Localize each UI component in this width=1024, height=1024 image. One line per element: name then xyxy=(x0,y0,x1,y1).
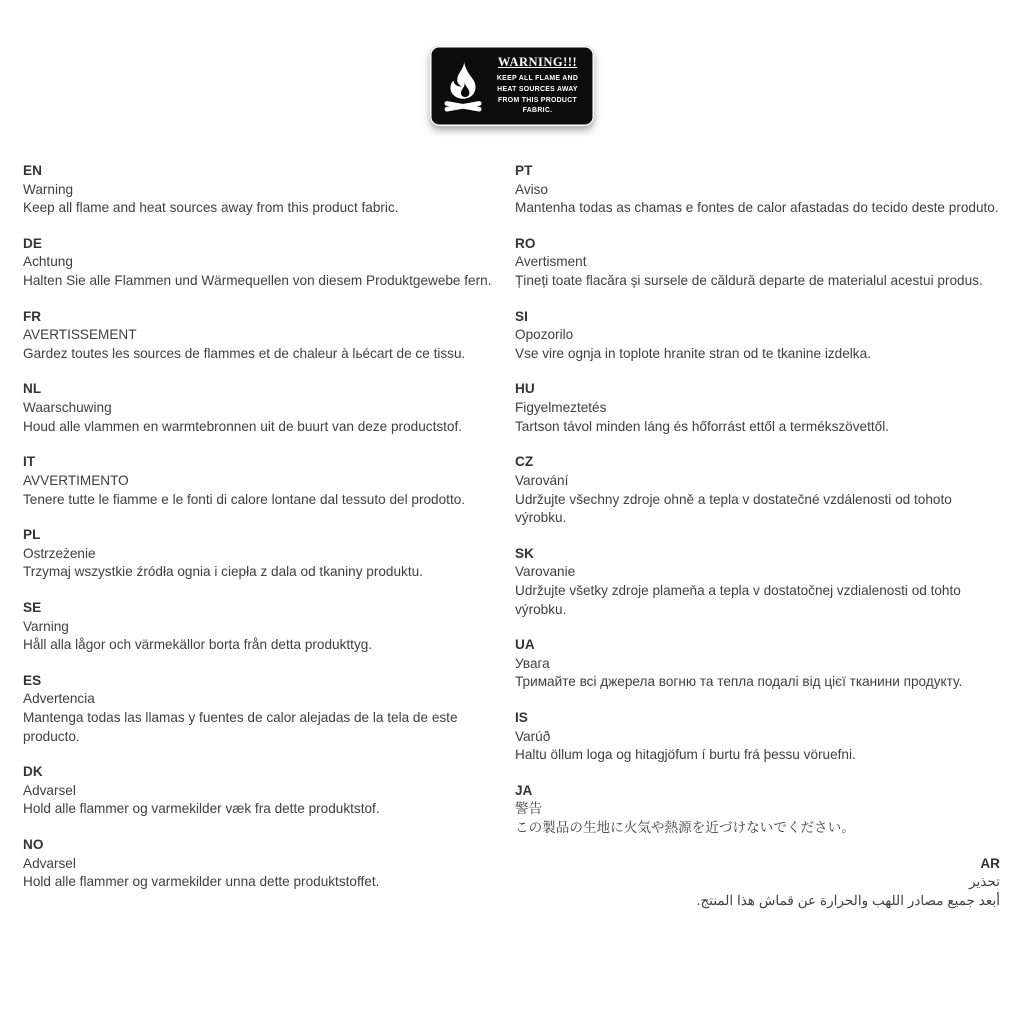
language-code: DE xyxy=(23,235,42,251)
language-body: この製品の生地に火気や熱源を近づけないでください。 xyxy=(515,820,855,836)
language-heading: Varovanie xyxy=(515,564,576,580)
language-body: Udržujte všechny zdroje ohně a tepla v dostatečné vzdálenosti od tohoto výrobku. xyxy=(515,491,952,526)
badge-title: WARNING!!! xyxy=(497,55,578,70)
language-body: Håll alla lågor och värmekällor borta från detta produkttyg. xyxy=(23,637,373,653)
language-body: Haltu öllum loga og hitagjöfum í burtu frá þessu vöruefni. xyxy=(515,747,856,763)
language-heading: Увага xyxy=(515,655,550,671)
language-entry-cz xyxy=(515,453,1000,527)
language-heading: Avertisment xyxy=(515,254,587,270)
language-entry-es xyxy=(23,672,515,746)
language-heading: AVERTISSEMENT xyxy=(23,327,137,343)
language-entry-is xyxy=(515,709,1000,765)
language-code: IT xyxy=(23,454,36,470)
language-entry-nl xyxy=(23,380,515,436)
language-heading: Advarsel xyxy=(23,782,76,798)
language-entry-pl xyxy=(23,526,515,582)
language-body: Hold alle flammer og varmekilder væk fra dette produktstof. xyxy=(23,801,380,817)
language-entry-fr xyxy=(23,308,515,364)
language-heading: Warning xyxy=(23,181,74,197)
language-code: SE xyxy=(23,599,42,615)
language-heading: Varúð xyxy=(515,728,551,744)
language-entry-pt xyxy=(515,162,1000,218)
language-code: IS xyxy=(515,710,528,726)
language-code: EN xyxy=(23,163,42,178)
language-entry-ua xyxy=(515,636,1000,692)
language-entry-dk xyxy=(23,763,515,819)
language-heading: Advertencia xyxy=(23,691,95,707)
language-entry-en xyxy=(23,162,515,218)
language-code: JA xyxy=(515,782,533,798)
language-code: NO xyxy=(23,837,44,853)
language-body: Udržujte všetky zdroje plameňa a tepla v dostatočnej vzdialenosti od tohto výrobku. xyxy=(515,582,961,617)
language-code: NL xyxy=(23,381,42,397)
language-body: Tenere tutte le fiamme e le fonti di calore lontane dal tessuto del prodotto. xyxy=(23,491,466,507)
language-heading: Varning xyxy=(23,618,69,634)
language-entry-si xyxy=(515,308,1000,364)
language-body: Tartson távol minden láng és hőforrást ettől a termékszövettől. xyxy=(515,418,890,434)
language-code: SK xyxy=(515,545,534,561)
language-code: SI xyxy=(515,308,528,324)
language-entry-hu xyxy=(515,380,1000,436)
language-entry-ja xyxy=(515,782,1000,838)
language-entry-it xyxy=(23,453,515,509)
language-heading: AVVERTIMENTO xyxy=(23,472,129,488)
warning-badge xyxy=(430,46,594,126)
language-body: Hold alle flammer og varmekilder unna dette produktstoffet. xyxy=(23,874,380,890)
language-code: CZ xyxy=(515,454,534,470)
language-code: RO xyxy=(515,235,536,251)
campfire-flame-icon xyxy=(436,55,490,117)
badge-text-block xyxy=(490,55,586,117)
language-heading: Waarschuwing xyxy=(23,400,112,416)
left-column xyxy=(23,162,515,928)
language-heading: Advarsel xyxy=(23,855,76,871)
language-code: UA xyxy=(515,637,535,653)
language-heading: Varování xyxy=(515,472,569,488)
language-code: DK xyxy=(23,764,43,780)
language-code: FR xyxy=(23,308,42,324)
badge-subtitle-line-4: FABRIC. xyxy=(522,107,553,115)
language-code: PT xyxy=(515,163,533,178)
language-heading: Ostrzeżenie xyxy=(23,545,96,561)
language-heading: Opozorilo xyxy=(515,327,574,343)
language-heading: Aviso xyxy=(515,181,548,197)
language-body: Halten Sie alle Flammen und Wärmequellen von diesem Produktgewebe fern. xyxy=(23,273,492,289)
language-entry-ro xyxy=(515,235,1000,291)
language-code: AR xyxy=(980,855,1000,871)
language-heading: Achtung xyxy=(23,254,73,270)
language-body: Тримайте всі джерела вогню та тепла подалі від цієї тканини продукту. xyxy=(515,674,963,690)
language-code: ES xyxy=(23,672,42,688)
right-column xyxy=(515,162,1000,928)
language-heading: 警告 xyxy=(515,801,543,817)
language-heading: تحذير xyxy=(969,874,1000,890)
badge-subtitle-line-3: FROM THIS PRODUCT xyxy=(498,96,577,104)
badge-subtitle-line-1: KEEP ALL FLAME AND xyxy=(496,75,579,83)
language-body: Mantenga todas las llamas y fuentes de calor alejadas de la tela de este producto. xyxy=(23,710,458,744)
language-entry-de xyxy=(23,235,515,291)
badge-subtitle-line-2: HEAT SOURCES AWAY xyxy=(497,85,578,93)
language-body: Keep all flame and heat sources away from this product fabric. xyxy=(23,200,399,216)
language-code: HU xyxy=(515,381,535,397)
language-code: PL xyxy=(23,527,41,543)
language-entry-ar xyxy=(515,855,1000,911)
language-body: Vse vire ognja in toplote hranite stran od te tkanine izdelka. xyxy=(515,345,871,361)
language-entry-se xyxy=(23,599,515,655)
badge-container xyxy=(23,46,1000,126)
language-body: Houd alle vlammen en warmtebronnen uit de buurt van deze productstof. xyxy=(23,418,463,434)
language-entry-sk xyxy=(515,545,1000,619)
language-body: أبعد جميع مصادر اللهب والحرارة عن قماش هذا المنتج. xyxy=(696,892,1000,908)
language-entry-no xyxy=(23,836,515,892)
language-body: Mantenha todas as chamas e fontes de calor afastadas do tecido deste produto. xyxy=(515,200,999,216)
language-body: Gardez toutes les sources de flammes et de chaleur à lьécart de ce tissu. xyxy=(23,345,466,361)
language-body: Țineți toate flacăra și sursele de căldură departe de materialul acestui produs. xyxy=(515,273,983,289)
language-body: Trzymaj wszystkie źródła ognia i ciepła z dala od tkaniny produktu. xyxy=(23,564,423,580)
language-columns xyxy=(23,162,1000,928)
language-heading: Figyelmeztetés xyxy=(515,400,607,416)
